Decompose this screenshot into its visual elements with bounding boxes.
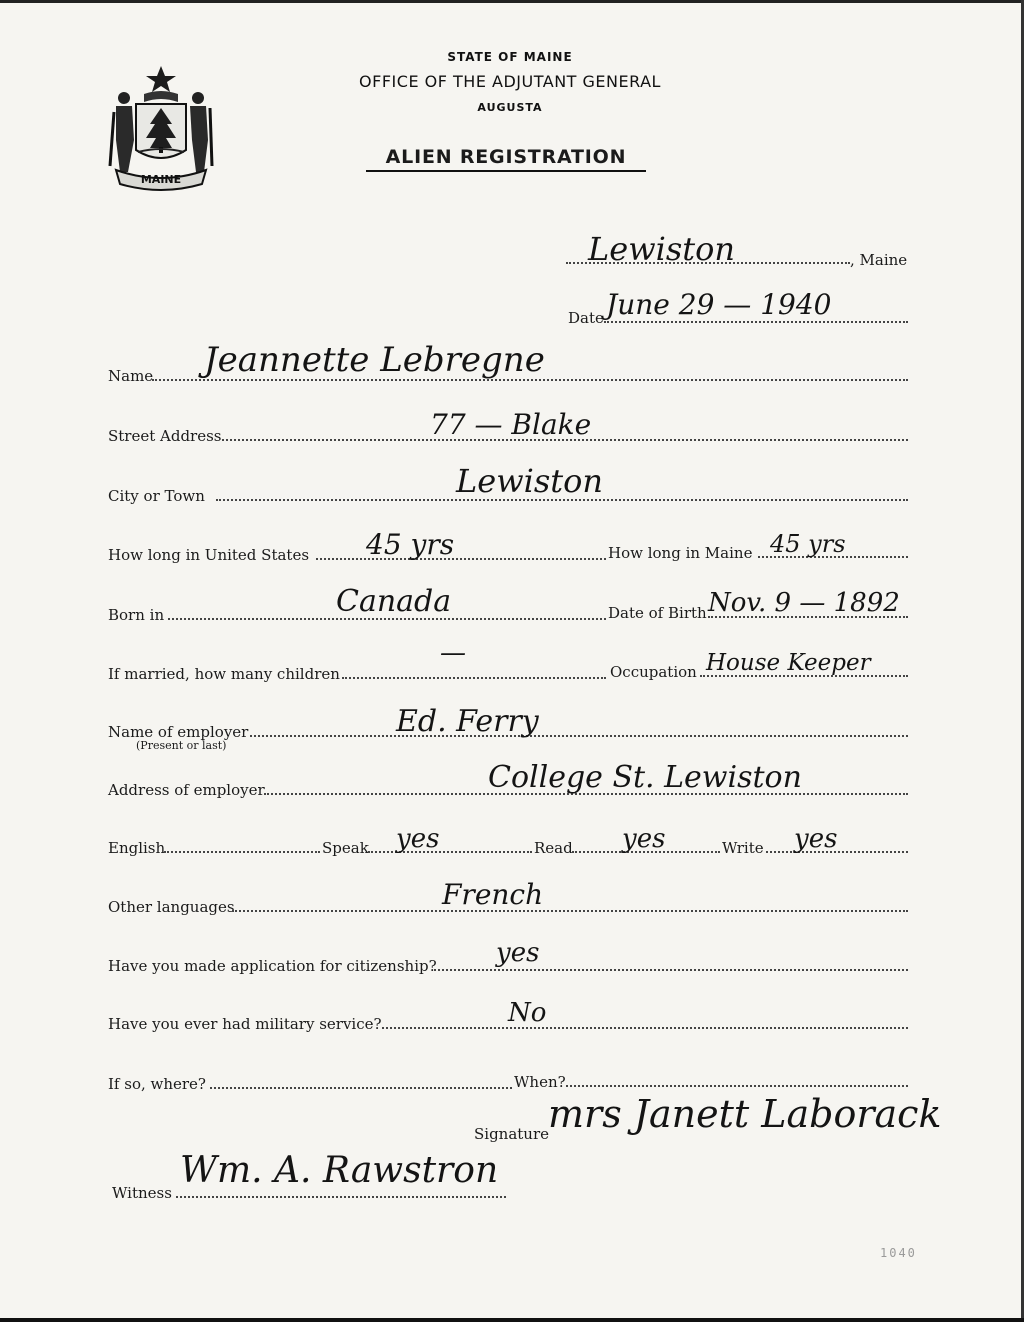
citizenship-entry: yes [496,938,540,968]
english-line [164,851,320,853]
witness-line [176,1196,506,1198]
born-in-label: Born in [108,606,165,624]
speak-line [368,851,532,853]
employer-address-label: Address of employer [108,781,265,799]
street-entry: 77 — Blake [430,408,592,441]
english-label: English [108,839,166,857]
citizenship-line [434,969,908,971]
dob-entry: Nov. 9 — 1892 [708,588,900,618]
when-line [566,1085,908,1087]
signature-label: Signature [474,1125,550,1143]
years-us-label: How long in United States [108,546,310,564]
office-heading: OFFICE OF THE ADJUTANT GENERAL [359,72,661,91]
where-line [210,1087,512,1089]
scan-border-top [0,0,1024,3]
read-label: Read [534,839,573,857]
form-title: ALIEN REGISTRATION [366,146,646,172]
dob-label: Date of Birth [608,604,707,622]
other-languages-entry: French [442,878,544,911]
citizenship-label: Have you made application for citizenship? [108,957,437,975]
military-entry: No [508,998,547,1028]
children-line [342,677,606,679]
date-label: Date [568,309,604,327]
maine-state-seal [106,62,216,192]
city-label: City or Town [108,487,205,505]
children-label: If married, how many children [108,665,340,683]
write-label: Write [722,839,764,857]
signature-entry: mrs Janett Laborack [548,1092,942,1136]
employer-line [250,735,908,737]
employer-address-entry: College St. Lewiston [488,760,802,795]
name-label: Name [108,367,154,385]
military-line [382,1027,908,1029]
city-heading: AUGUSTA [477,101,543,114]
witness-entry: Wm. A. Rawstron [180,1150,499,1191]
years-us-line [316,558,606,560]
military-label: Have you ever had military service? [108,1015,382,1033]
occupation-entry: House Keeper [706,650,871,676]
name-entry: Jeannette Lebregne [204,340,545,380]
years-maine-label: How long in Maine [608,544,753,562]
scan-border-bottom [0,1318,1024,1322]
write-entry: yes [794,824,838,854]
date-entry: June 29 — 1940 [606,288,832,321]
other-languages-line [232,910,908,912]
employer-sub-label: (Present or last) [136,739,227,752]
date-line [604,321,908,323]
employer-entry: Ed. Ferry [396,704,539,739]
street-label: Street Address [108,427,222,445]
read-entry: yes [622,824,666,854]
archive-stamp: 1040 [880,1246,917,1260]
speak-label: Speak [322,839,369,857]
town-entry: Lewiston [588,230,735,268]
children-entry: — [440,638,466,668]
occupation-label: Occupation [610,663,697,681]
other-languages-label: Other languages [108,898,235,916]
years-maine-entry: 45 yrs [770,530,846,558]
born-in-entry: Canada [336,584,452,619]
employer-label: Name of employer [108,723,249,741]
when-label: When? [514,1073,566,1091]
maine-label: , Maine [850,251,908,269]
witness-label: Witness [112,1184,172,1202]
seal-banner-text: MAINE [140,173,182,186]
speak-entry: yes [396,824,440,854]
city-entry: Lewiston [456,462,603,500]
state-heading: STATE OF MAINE [447,50,573,64]
where-label: If so, where? [108,1075,206,1093]
years-us-entry: 45 yrs [366,528,455,561]
